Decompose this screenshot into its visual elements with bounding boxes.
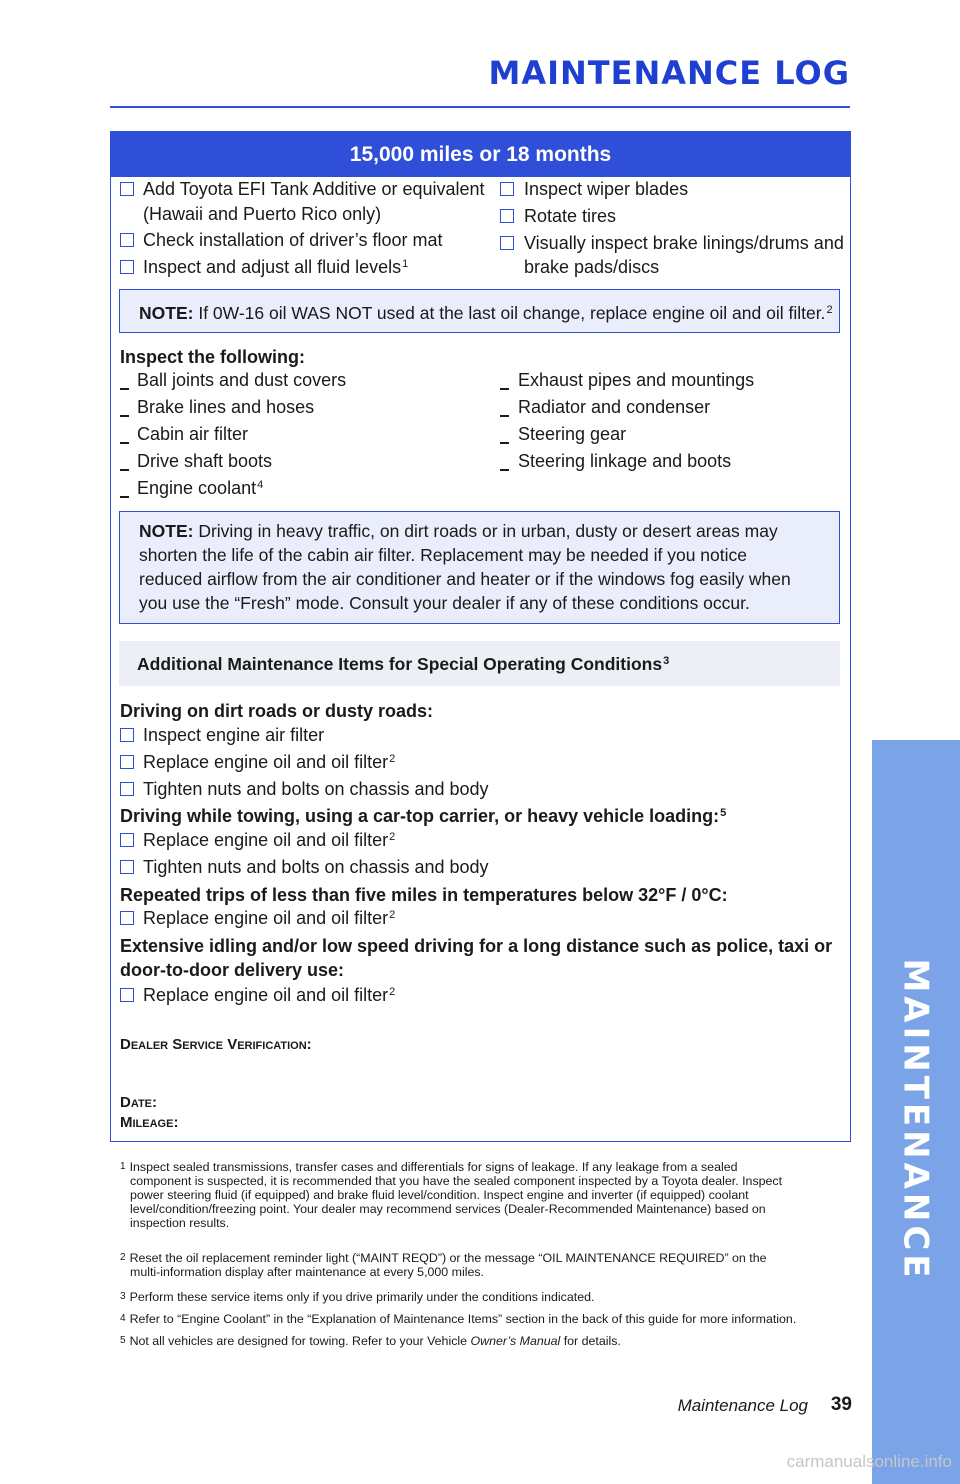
footnote-text: component is suspected, it is recommended that you have the sealed component inspected by a Toyota dealer. Inspect [130, 1174, 783, 1188]
footnote-number: 4 [120, 1313, 126, 1324]
inspect-item: Cabin air filter [137, 424, 249, 444]
bullet-dash [500, 388, 509, 390]
inspect-item: Radiator and condenser [518, 397, 711, 417]
footnote-ref: 3 [663, 655, 670, 667]
check-item-brake-line1: Visually inspect brake linings/drums and [524, 233, 844, 253]
note-cabin-line3: reduced airflow from the air conditioner and heater or if the windows fog easily when [139, 569, 791, 589]
bullet-dash [500, 442, 509, 444]
checkbox-oil-change-short-trips[interactable] [120, 911, 134, 925]
bullet-dash [120, 442, 129, 444]
note-cabin-text: Driving in heavy traffic, on dirt roads or in urban, dusty or desert areas may [198, 521, 778, 541]
watermark: carmanualsonline.info [786, 1452, 952, 1471]
page-title: MAINTENANCE LOG [488, 54, 850, 92]
bullet-dash [120, 415, 129, 417]
additional-items-text: Additional Maintenance Items for Special Operating Conditions [137, 654, 663, 674]
check-item-efi-line2: (Hawaii and Puerto Rico only) [143, 204, 382, 224]
check-item-wiper-blades: Inspect wiper blades [524, 179, 689, 199]
footnote-text: Reset the oil replacement reminder light (“MAINT REQD”) or the message “OIL MAINTENANCE REQUIRED” on the [129, 1251, 767, 1265]
bullet-dash [120, 388, 129, 390]
side-tab-label: MAINTENANCE [896, 958, 937, 1282]
checkbox-brake-linings[interactable] [500, 236, 514, 250]
footnote-ref: 5 [720, 807, 727, 819]
check-item-fluid-levels [143, 255, 408, 279]
condition-heading-towing [120, 804, 726, 828]
footnote-ref: 2 [389, 753, 396, 765]
inspect-item-coolant [137, 476, 263, 500]
condition-item [143, 906, 395, 930]
footnote-number: 2 [120, 1252, 126, 1263]
bullet-dash [500, 415, 509, 417]
condition-item [143, 828, 395, 852]
note-cabin-line4: you use the “Fresh” mode. Consult your dealer if any of these conditions occur. [139, 593, 750, 613]
inspect-item: Exhaust pipes and mountings [518, 370, 755, 390]
checkbox-oil-change-idling[interactable] [120, 988, 134, 1002]
checkbox-tighten-dusty[interactable] [120, 782, 134, 796]
check-item-floor-mat: Check installation of driver’s floor mat [143, 230, 443, 250]
footnote-text: Perform these service items only if you drive primarily under the conditions indicated. [129, 1290, 595, 1304]
footnote-text: for details. [560, 1334, 621, 1348]
mileage-label: Mileage: [120, 1114, 179, 1131]
footnote-4 [120, 1312, 840, 1326]
note-cabin-line1 [139, 519, 778, 543]
date-label: Date: [120, 1094, 158, 1111]
inspect-heading: Inspect the following: [120, 347, 305, 367]
footnote-text: inspection results. [130, 1216, 230, 1230]
footnote-number: 3 [120, 1291, 126, 1302]
check-item-efi-line1: Add Toyota EFI Tank Additive or equivalent [143, 179, 485, 199]
inspect-item: Steering gear [518, 424, 627, 444]
condition-heading-dusty: Driving on dirt roads or dusty roads: [120, 701, 434, 721]
checkbox-rotate-tires[interactable] [500, 209, 514, 223]
footnote-ref: 2 [389, 831, 396, 843]
checkbox-oil-change-dusty[interactable] [120, 755, 134, 769]
footnote-ref: 2 [389, 909, 396, 921]
condition-heading-text: Driving while towing, using a car-top carrier, or heavy vehicle loading: [120, 806, 720, 826]
condition-heading-idling-line2: door-to-door delivery use: [120, 960, 345, 980]
bullet-dash [120, 469, 129, 471]
condition-item [143, 983, 395, 1007]
footnote-ref: 1 [402, 258, 409, 270]
inspect-item: Ball joints and dust covers [137, 370, 347, 390]
section-header: 15,000 miles or 18 months [111, 132, 850, 177]
checkbox-tighten-towing[interactable] [120, 860, 134, 874]
additional-items-title [137, 652, 669, 676]
inspect-item: Steering linkage and boots [518, 451, 732, 471]
footnote-number: 1 [120, 1161, 126, 1172]
footnote-text: Not all vehicles are designed for towing. Refer to your Vehicle [129, 1334, 471, 1348]
condition-item [143, 750, 395, 774]
condition-item: Tighten nuts and bolts on chassis and body [143, 779, 489, 799]
footnote-2 [120, 1251, 840, 1279]
note-oil-text: If 0W-16 oil WAS NOT used at the last oil change, replace engine oil and oil filter. [198, 303, 826, 323]
checkbox-oil-change-towing[interactable] [120, 833, 134, 847]
footnote-ref: 2 [389, 986, 396, 998]
footnote-text: Inspect sealed transmissions, transfer cases and differentials for signs of leakage. If any leakage from a sealed [129, 1160, 738, 1174]
side-tab-label-wrap [878, 958, 954, 1282]
inspect-coolant-text: Engine coolant [137, 478, 257, 498]
footnote-ref: 2 [826, 304, 833, 316]
fluid-levels-text: Inspect and adjust all fluid levels [143, 257, 402, 277]
footnote-text: power steering fluid (if equipped) and brake fluid level/condition. Inspect engine and inverter (if equipped) coolant [130, 1188, 749, 1202]
condition-item-text: Replace engine oil and oil filter [143, 985, 389, 1005]
footnote-text: multi-information display after maintenance at every 5,000 miles. [130, 1265, 484, 1279]
footnote-3 [120, 1290, 840, 1304]
checkbox-floor-mat[interactable] [120, 233, 134, 247]
checkbox-air-filter[interactable] [120, 728, 134, 742]
inspect-item: Drive shaft boots [137, 451, 273, 471]
inspect-item: Brake lines and hoses [137, 397, 315, 417]
footer-section-label: Maintenance Log [677, 1396, 808, 1415]
footnote-5 [120, 1334, 840, 1348]
footnote-text: Refer to “Engine Coolant” in the “Explanation of Maintenance Items” section in the back of this guide for more information. [129, 1312, 797, 1326]
footnote-number: 5 [120, 1335, 126, 1346]
condition-item-text: Replace engine oil and oil filter [143, 830, 389, 850]
check-item-brake-line2: brake pads/discs [524, 257, 660, 277]
condition-heading-short-trips: Repeated trips of less than five miles in temperatures below 32°F / 0°C: [120, 885, 728, 905]
footnote-text: level/condition/freezing point. Your dealer may recommend services (Dealer-Recommended Maintenance) based on [130, 1202, 766, 1216]
title-divider [110, 106, 850, 108]
bullet-dash [120, 496, 129, 498]
condition-item-text: Replace engine oil and oil filter [143, 908, 389, 928]
check-item-rotate-tires: Rotate tires [524, 206, 617, 226]
checkbox-fluid-levels[interactable] [120, 260, 134, 274]
condition-item: Tighten nuts and bolts on chassis and body [143, 857, 489, 877]
condition-item: Inspect engine air filter [143, 725, 325, 745]
footnote-italic: Owner’s Manual [470, 1334, 561, 1348]
page-number: 39 [830, 1394, 852, 1415]
note-label: NOTE: [139, 303, 194, 323]
condition-heading-idling-line1: Extensive idling and/or low speed driving for a long distance such as police, taxi or [120, 936, 833, 956]
condition-item-text: Replace engine oil and oil filter [143, 752, 389, 772]
checkbox-wiper-blades[interactable] [500, 182, 514, 196]
footnote-1 [120, 1160, 840, 1230]
note-oil [139, 301, 833, 325]
note-cabin-line2: shorten the life of the cabin air filter. Replacement may be needed if you notice [139, 545, 747, 565]
checkbox-efi-additive[interactable] [120, 182, 134, 196]
note-label: NOTE: [139, 521, 194, 541]
footnote-ref: 4 [257, 479, 264, 491]
bullet-dash [500, 469, 509, 471]
dealer-verification-label: Dealer Service Verification: [120, 1036, 312, 1053]
